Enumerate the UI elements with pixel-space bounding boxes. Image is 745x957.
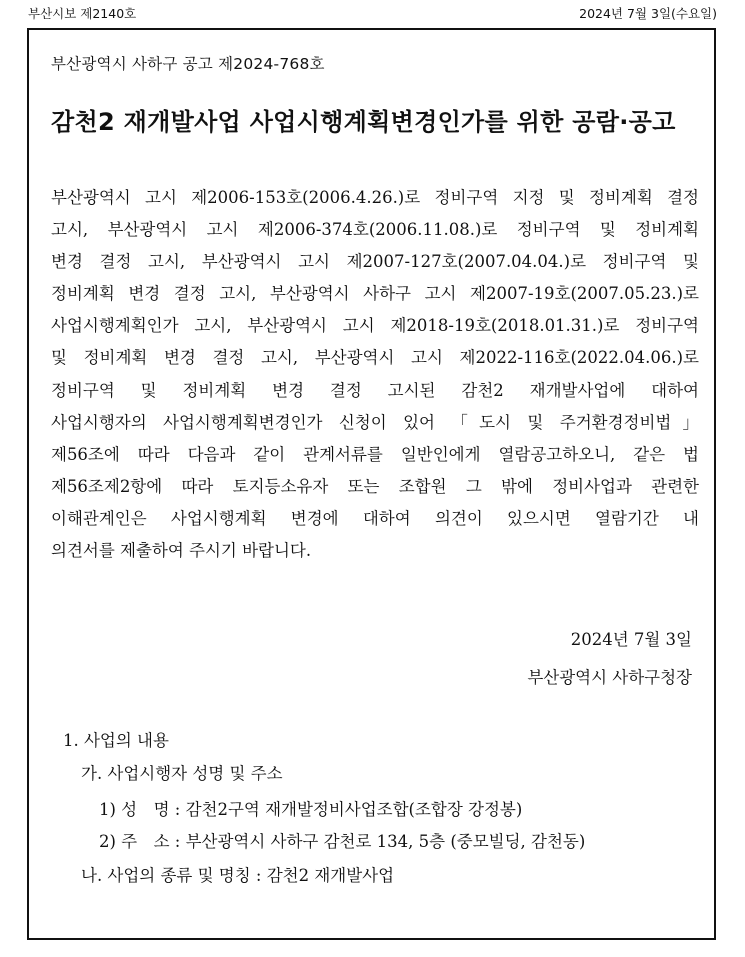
body-line: 고시, 부산광역시 고시 제2006-374호(2006.11.08.)로 정비구역 및 정비계획 <box>51 220 699 240</box>
body-line: 의견서를 제출하여 주시기 바랍니다. <box>51 541 312 561</box>
body-line: 제56조에 따라 다음과 같이 관계서류를 일반인에게 열람공고하오니, 같은 법 <box>51 444 699 464</box>
body-line: 사업시행계획인가 고시, 부산광역시 고시 제2018-19호(2018.01.31.)로 정비구역 <box>51 316 699 336</box>
page-header <box>28 3 717 25</box>
operator-name: 1) 성 명 : 감천2구역 재개발정비사업조합(조합장 강정봉) <box>99 800 523 819</box>
body-line: 변경 결정 고시, 부산광역시 고시 제2007-127호(2007.04.04.)로 정비구역 및 <box>51 252 699 272</box>
body-line: 정비계획 변경 결정 고시, 부산광역시 사하구 고시 제2007-19호(2007.05.23.)로 <box>51 284 699 304</box>
body-line: 제56조제2항에 따라 토지등소유자 또는 조합원 그 밖에 정비사업과 관련한 <box>51 476 699 496</box>
notice-issuer: 부산광역시 사하구청장 <box>527 668 692 687</box>
notice-frame <box>27 28 716 940</box>
notice-date: 2024년 7월 3일 <box>570 630 692 649</box>
body-line: 정비구역 및 정비계획 변경 결정 고시된 감천2 재개발사업에 대하여 <box>51 380 699 400</box>
project-type: 나. 사업의 종류 및 명칭 : 감천2 재개발사업 <box>81 866 395 885</box>
body-line: 및 정비계획 변경 결정 고시, 부산광역시 고시 제2022-116호(2022.04.06.)로 <box>51 348 699 368</box>
notice-number: 부산광역시 사하구 공고 제2024-768호 <box>51 55 325 73</box>
subsection-heading: 가. 사업시행자 성명 및 주소 <box>81 764 283 783</box>
notice-title: 감천2 재개발사업 사업시행계획변경인가를 위한 공람·공고 <box>51 108 676 136</box>
gazette-number: 부산시보 제2140호 <box>28 6 137 21</box>
section-heading: 1. 사업의 내용 <box>63 731 169 750</box>
body-line: 이해관계인은 사업시행계획 변경에 대하여 의견이 있으시면 열람기간 내 <box>51 508 699 528</box>
body-line: 사업시행자의 사업시행계획변경인가 신청이 있어 「도시 및 주거환경정비법」 <box>51 412 699 432</box>
body-line: 부산광역시 고시 제2006-153호(2006.4.26.)로 정비구역 지정 및 정비계획 결정 <box>51 188 699 207</box>
notice-body <box>51 182 699 567</box>
gazette-date: 2024년 7월 3일(수요일) <box>579 6 717 21</box>
operator-address: 2) 주 소 : 부산광역시 사하구 감천로 134, 5층 (중모빌딩, 감천동) <box>99 832 586 851</box>
